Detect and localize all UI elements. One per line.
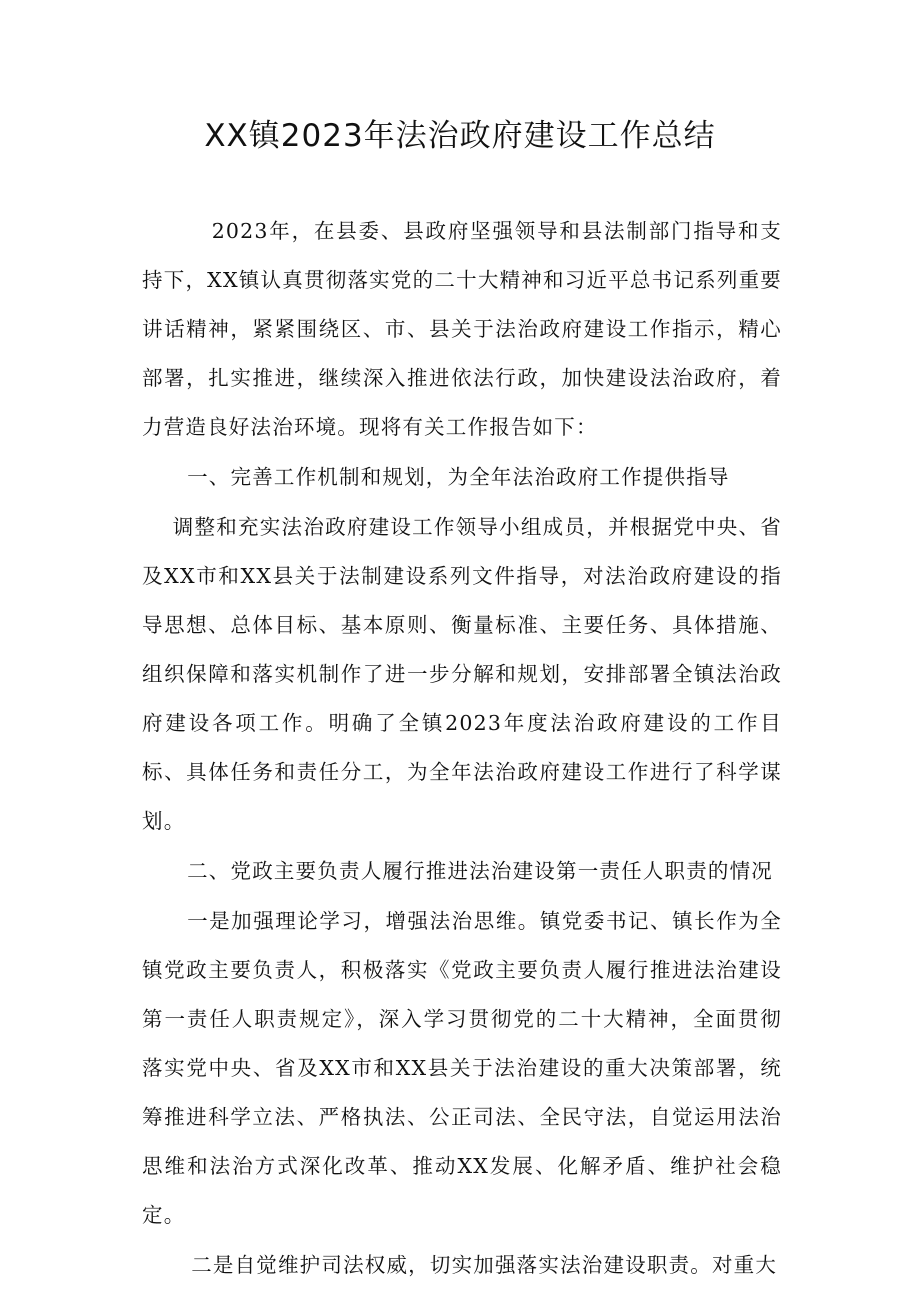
document-body [142,207,782,1290]
section-heading-2: 二、党政主要负责人履行推进法治建设第一责任人职责的情况 [187,859,773,883]
document-title: XX镇2023年法治政府建设工作总结 [204,118,716,154]
section-1-paragraph: 调整和充实法治政府建设工作领导小组成员，并根据党中央、省及XX市和XX县关于法制建设系列文件指导，对法治政府建设的指导思想、总体目标、基本原则、衡量标准、主要任务、具体措施、组织保障和落实机制作了进一步分解和规划，安排部署全镇法治政府建设各项工作。明确了全镇2023年度法治政府建设的工作目标、具体任务和责任分工，为全年法治政府建设工作进行了科学谋划。 [142,515,782,833]
section-heading-1: 一、完善工作机制和规划，为全年法治政府工作提供指导 [187,465,730,489]
section-2-paragraph-2: 二是自觉维护司法权威，切实加强落实法治建设职责。对重大 [191,1253,778,1277]
section-2-paragraph-1: 一是加强理论学习，增强法治思维。镇党委书记、镇长作为全镇党政主要负责人，积极落实《党政主要负责人履行推进法治建设第一责任人职责规定》，深入学习贯彻党的二十大精神，全面贯彻落实党中央、省及XX市和XX县关于法治建设的重大决策部署，统筹推进科学立法、严格执法、公正司法、全民守法，自觉运用法治思维和法治方式深化改革、推动XX发展、化解矛盾、维护社会稳定。 [142,909,782,1227]
intro-paragraph: 2023年，在县委、县政府坚强领导和县法制部门指导和支持下，XX镇认真贯彻落实党的二十大精神和习近平总书记系列重要讲话精神，紧紧围绕区、市、县关于法治政府建设工作指示，精心部署，扎实推进，继续深入推进依法行政，加快建设法治政府，着力营造良好法治环境。现将有关工作报告如下： [142,219,782,439]
